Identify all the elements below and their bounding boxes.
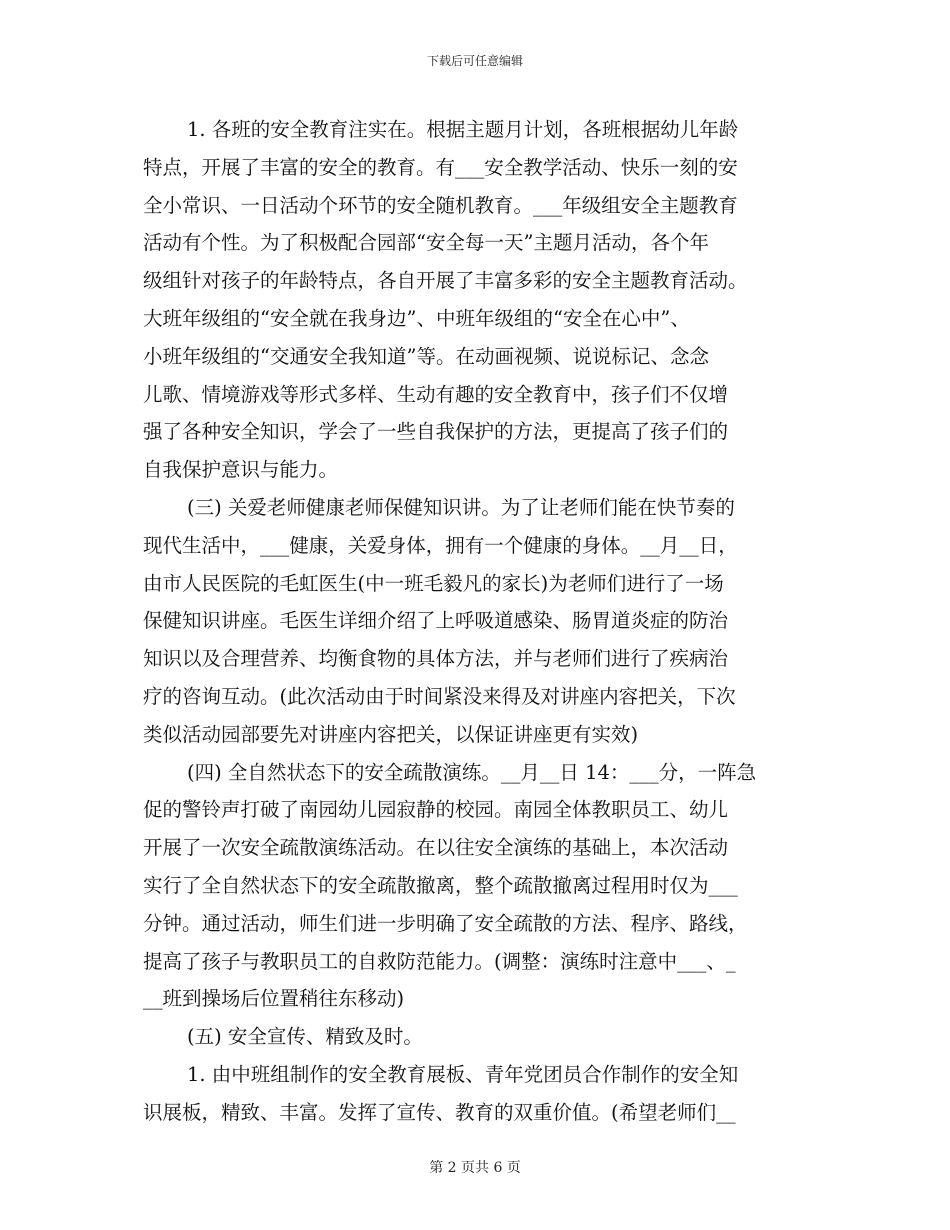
- text-line: 1. 各班的安全教育注实在。根据主题月计划，各班根据幼儿年龄: [187, 118, 739, 141]
- text-line: 大班年级组的“安全就在我身边”、中班年级组的“安全在心中”、: [143, 306, 690, 330]
- text-line: 1. 由中班组制作的安全教育展板、青年党团员合作制作的安全知: [187, 1062, 739, 1086]
- text-line: 类似活动园部要先对讲座内容把关，以保证讲座更有实效): [143, 722, 639, 746]
- text-line: 提高了孩子与教职员工的自救防范能力。(调整：演练时注意中___、_: [143, 949, 736, 973]
- text-line: 自我保护意识与能力。: [143, 458, 339, 482]
- text-line: 由市人民医院的毛虹医生(中一班毛毅凡的家长)为老师们进行了一场: [143, 571, 724, 595]
- text-line: 特点，开展了丰富的安全的教育。有___安全教学活动、快乐一刻的安: [143, 155, 738, 179]
- text-line: 实行了全自然状态下的安全疏散撤离，整个疏散撤离过程用时仅为___: [143, 873, 738, 897]
- text-line: (四) 全自然状态下的安全疏散演练。__月__日 14：___分，一阵急: [187, 760, 757, 784]
- text-line: 识展板，精致、丰富。发挥了宣传、教育的双重价值。(希望老师们__: [143, 1100, 736, 1124]
- text-line: (三) 关爱老师健康老师保健知识讲。为了让老师们能在快节奏的: [187, 495, 735, 519]
- text-line: 促的警铃声打破了南园幼儿园寂静的校园。南园全体教职员工、幼儿: [143, 798, 729, 822]
- text-line: (五) 安全宣传、精致及时。: [187, 1025, 423, 1049]
- text-line: 小班年级组的“交通安全我知道”等。在动画视频、说说标记、念念: [143, 344, 709, 368]
- text-line: 开展了一次安全疏散演练活动。在以往安全演练的基础上，本次活动: [143, 836, 729, 860]
- text-line: 知识以及合理营养、均衡食物的具体方法，并与老师们进行了疾病治: [143, 647, 729, 671]
- text-line: 活动有个性。为了积极配合园部“安全每一天”主题月活动，各个年: [143, 231, 709, 255]
- text-line: 现代生活中，___健康，关爱身体，拥有一个健康的身体。__月__日，: [143, 533, 738, 557]
- page-footer: 第 2 页共 6 页: [429, 1160, 521, 1176]
- text-line: 儿歌、情境游戏等形式多样、生动有趣的安全教育中，孩子们不仅增: [143, 382, 729, 406]
- text-line: __班到操场后位置稍往东移动): [143, 987, 405, 1011]
- document-body: [143, 111, 811, 1132]
- text-line: 分钟。通过活动，师生们进一步明确了安全疏散的方法、程序、路线，: [143, 911, 748, 935]
- text-line: 保健知识讲座。毛医生详细介绍了上呼吸道感染、肠胃道炎症的防治: [143, 609, 729, 633]
- text-line: 强了各种安全知识，学会了一些自我保护的方法，更提高了孩子们的: [143, 420, 729, 444]
- text-line: 级组针对孩子的年龄特点，各自开展了丰富多彩的安全主题教育活动。: [143, 269, 748, 293]
- text-line: 疗的咨询互动。(此次活动由于时间紧没来得及对讲座内容把关，下次: [143, 684, 736, 708]
- text-line: 全小常识、一日活动个环节的安全随机教育。___年级组安全主题教育: [143, 193, 738, 217]
- page-header: 下载后可任意编辑: [426, 54, 523, 68]
